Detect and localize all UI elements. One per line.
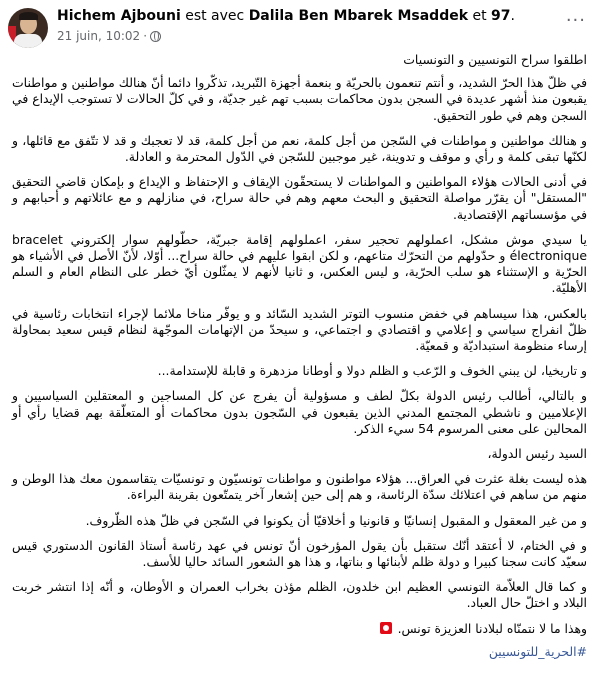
post-header [0,0,600,52]
more-horizontal-icon[interactable]: ··· [565,10,586,31]
and-text: et [472,8,487,24]
post-paragraph: اطلقوا سراح التونسيين و التونسيات [403,52,587,67]
post-paragraph: يا سيدي موش مشكل، اعملولهم تحجير سفر، اعملولهم إقامة جبريّة، حطّولهم سوار إلكتروني bracelet électronique و حدّولهم من التحرّك متاعهم، و لكن ابقوا عليهم في حالة سراح... أوّلا، لأنّ الأصل في الأشياء هو الحرّية و الإستثناء هو سلب الحرّية، و ليس العكس، و ثانيا لأنهم لا يمثّلون أيّ خطر على النظام العام و السلم الأهليّة. [12,231,587,296]
post-paragraph: في ظلّ هذا الحرّ الشديد، و أنتم تنعمون بالحريّة و بنعمة أجهزة التّبريد، تذكّروا دائما أنّ هنالك مواطنين و مواطنات يقبعون منذ أشهر عديدة في السجن بدون محاكمات بسبب تهم غير جديّة، و في كلّ الحالات لا تستوجب الإيداع في السجن وهم في طور التحقيق. [12,75,587,123]
post-body [12,52,587,669]
post-paragraph: السيد رئيس الدولة، [487,446,587,462]
post-paragraph: و كما قال العلاّمة التونسي العظيم ابن خلدون، الظلم مؤذن بخراب العمران و الأوطان، و أنّه إذا انتشر خربت البلاد و اختلّ حال العباد. [12,579,587,611]
post-paragraph: بالعكس، هذا سيساهم في خفض منسوب التوتر الشديد السّائد و و يوفّر مناخا ملائما لإجراء انتخابات رئاسية في ظلّ انفراج سياسي و إعلامي و اقتصادي و اجتماعي، و سيحدّ من الإتهامات الموجّهة لنظام قيس سعيد بمحاولة إرساء منظومة استبداديّة و قمعيّة. [12,305,587,354]
post-paragraph: و هنالك مواطنين و مواطنات في السّجن من أجل كلمة، نعم من أجل كلمة، قد لا تعجبك و قد لا تتّفق مع قائلها، و لكنّها تبقى كلمة و رأي و موقف و تدوينة، غير موجبين للسّجن في الدّول المحترمة و العادلة. [12,132,587,165]
post-author-line: Hichem Ajbouni est avec Dalila Ben Mbarek Msaddek et 97. [57,8,515,24]
post-paragraph: هذه ليست بغلة عثرت في العراق... هؤلاء مواطنون و مواطنات تونسيّون و تونسيّات يتقاسمون معك هذا الوطن و منهم من ساهم في اعتلائك سدّة الرئاسة، و هم إلى حين إشعار آخر يتمتّعون بقرينة البراءة. [12,471,587,503]
french-term: bracelet électronique [12,231,587,264]
post-date[interactable]: 21 juin, 10:02 [57,29,141,43]
post-meta: 21 juin, 10:02 · [57,28,161,44]
post-paragraph: و من غير المعقول و المقبول إنسانيّا و قانونيا و أخلاقيّا أن يكونوا في السّجن في ظلّ هذه الظّروف. [85,512,587,528]
tunisia-flag-icon [380,622,392,634]
post-paragraph: وهذا ما لا نتمنّاه لبلادنا العزيزة تونس. [12,621,587,637]
post-paragraph: و في الختام، لا أعتقد أنّك ستقبل بأن يقول المؤرخون أنّ تونس في عهد رئاسة أستاذ القانون الدستوري قيس سعيّد كانت سجنا كبيرا و دولة ظلم لأبنائها و بناتها، و هذا هو الشعور السائد حاليا للأسف. [12,537,587,570]
hashtag-link[interactable]: #الحرية_للتونسيين [488,643,587,659]
tagged-person[interactable]: Dalila Ben Mbarek Msaddek [248,8,469,24]
post-paragraph: و بالتالي، أطالب رئيس الدولة بكلّ لطف و مسؤولية أن يفرج عن كل المساجين و المعتقلين السياسيين و الإعلاميين و ناشطي المجتمع المدني الذين يقبعون في السّجون بدون محاكمات أو المتعلّقة بهم قضايا رأي أو المحالين على معنى المرسوم 54 سيء الذكر. [12,388,587,436]
post-paragraph: في أدنى الحالات هؤلاء المواطنين و المواطنات لا يستحقّون الإيقاف و الإحتفاظ و الإيداع و بإمكان قاضي التحقيق "المستقل" أن يقرّر مواصلة التحقيق و البحث معهم وهم في حالة سراح، في منازلهم و مع عائلاتهم و أحبابهم و في مؤسساتهم الإقتصادية. [12,174,587,222]
post-paragraph: و تاريخيا، لن يبني الخوف و الرّعب و الظلم دولا و أوطانا مزدهرة و قابلة للإستدامة... [157,363,587,379]
author-avatar[interactable] [8,8,48,48]
author-name[interactable]: Hichem Ajbouni [57,8,181,24]
others-count[interactable]: 97 [491,8,511,24]
hashtag-paragraph [12,644,587,660]
with-text: est avec [185,8,245,24]
globe-icon [150,31,161,42]
